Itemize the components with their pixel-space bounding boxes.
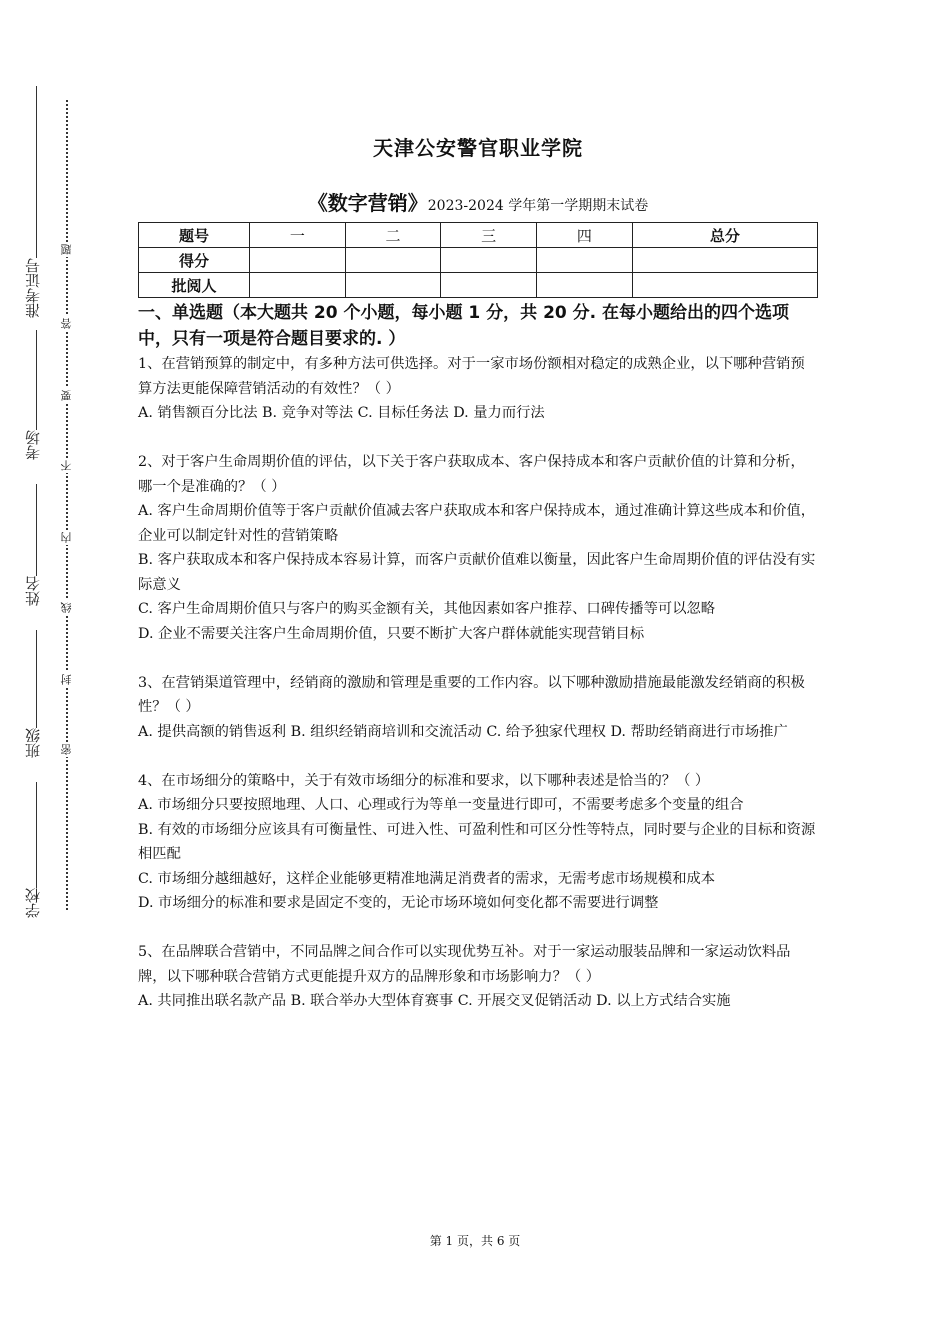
score-table-row — [139, 273, 818, 298]
question-option: A. 客户生命周期价值等于客户贡献价值减去客户获取成本和客户保持成本，通过准确计算这些成本和价值，企业可以制定针对性的营销策略 — [138, 503, 816, 544]
question-option: B. 客户获取成本和客户保持成本容易计算，而客户贡献价值难以衡量，因此客户生命周期价值的评估没有实际意义 — [138, 552, 816, 593]
seal-char: 答 — [60, 318, 73, 329]
score-cell — [632, 273, 817, 298]
page-footer: 第 1 页，共 6 页 — [429, 1234, 521, 1248]
question-option: C. 客户生命周期价值只与客户的购买金额有关，其他因素如客户推荐、口碑传播等可以忽略 — [138, 601, 716, 617]
seal-line — [66, 100, 68, 910]
seal-char: 线 — [60, 602, 73, 613]
score-cell — [250, 248, 346, 273]
seal-char: 不 — [60, 460, 73, 471]
question — [138, 769, 818, 916]
score-row-label: 批阅人 — [139, 273, 250, 298]
exam-room-label: 考场 — [24, 430, 42, 460]
field-line — [36, 86, 37, 258]
field-line — [36, 782, 37, 888]
question-stem: 4、在市场细分的策略中，关于有效市场细分的标准和要求，以下哪种表述是恰当的？（ ） — [138, 772, 710, 789]
field-line — [36, 630, 37, 728]
score-table-header: 题号 — [139, 223, 250, 248]
score-table-header: 三 — [441, 223, 537, 248]
score-cell — [345, 248, 441, 273]
score-table-header: 二 — [345, 223, 441, 248]
seal-char: 题 — [60, 244, 73, 255]
question-option: C. 市场细分越细越好，这样企业能够更精准地满足消费者的需求，无需考虑市场规模和成本 — [138, 870, 716, 887]
exam-subtitle — [138, 187, 818, 216]
question-stem: 1、在营销预算的制定中，有多种方法可供选择。对于一家市场份额相对稳定的成熟企业，以下哪种营销预算方法更能保障营销活动的有效性？（ ） — [138, 356, 805, 397]
seal-char: 要 — [60, 390, 73, 401]
question — [138, 671, 818, 745]
question — [138, 940, 818, 1014]
question-stem: 3、在营销渠道管理中，经销商的激励和管理是重要的工作内容。以下哪种激励措施最能激发经销商的积极性？（ ） — [138, 674, 805, 715]
question-option: D. 企业不需要关注客户生命周期价值，只要不断扩大客户群体就能实现营销目标 — [138, 625, 645, 642]
score-table-header: 四 — [537, 223, 633, 248]
exam-number-label: 准考证号 — [24, 258, 42, 318]
seal-char: 封 — [60, 674, 73, 685]
question-stem: 2、对于客户生命周期价值的评估，以下关于客户获取成本、客户保持成本和客户贡献价值的计算和分析，哪一个是准确的？（ ） — [138, 454, 805, 495]
score-cell — [632, 248, 817, 273]
section-heading: 一、单选题（本大题共 20 个小题，每小题 1 分，共 20 分. 在每小题给出的四个选项中，只有一项是符合题目要求的. ） — [138, 303, 790, 349]
field-line — [36, 330, 37, 430]
term-label: 2023-2024 学年第一学期期末试卷 — [427, 198, 649, 214]
score-cell — [537, 248, 633, 273]
score-cell — [250, 273, 346, 298]
question-option: A. 市场细分只要按照地理、人口、心理或行为等单一变量进行即可，不需要考虑多个变量的组合 — [138, 797, 744, 813]
score-cell — [537, 273, 633, 298]
score-cell — [441, 273, 537, 298]
class-label: 班级 — [24, 728, 42, 758]
score-cell — [345, 273, 441, 298]
question-option: D. 市场细分的标准和要求是固定不变的，无论市场环境如何变化都不需要进行调整 — [138, 895, 659, 911]
question-option: A. 销售额百分比法 B. 竞争对等法 C. 目标任务法 D. 量力而行法 — [138, 405, 545, 421]
exam-content — [138, 128, 818, 1014]
course-title: 《数字营销》 — [307, 191, 428, 215]
score-table — [138, 222, 818, 298]
question-option: B. 有效的市场细分应该具有可衡量性、可进入性、可盈利性和可区分性等特点，同时要与企业的目标和资源相匹配 — [138, 821, 816, 862]
score-row-label: 得分 — [139, 248, 250, 273]
question — [138, 450, 818, 646]
field-line — [36, 484, 37, 576]
score-table-header: 总分 — [632, 223, 817, 248]
school-title: 天津公安警官职业学院 — [373, 136, 583, 160]
name-label: 姓名 — [24, 576, 42, 606]
question-stem: 5、在品牌联合营销中，不同品牌之间合作可以实现优势互补。对于一家运动服装品牌和一家运动饮料品牌，以下哪种联合营销方式更能提升双方的品牌形象和市场影响力？（ ） — [138, 944, 791, 985]
question-option: A. 共同推出联名款产品 B. 联合举办大型体育赛事 C. 开展交叉促销活动 D. 以上方式结合实施 — [138, 993, 731, 1009]
seal-char: 内 — [60, 532, 73, 543]
school-label: 学校 — [24, 888, 42, 918]
binding-margin — [0, 0, 90, 1344]
score-table-row — [139, 248, 818, 273]
score-table-header-row — [139, 223, 818, 248]
score-cell — [441, 248, 537, 273]
seal-char: 密 — [60, 744, 73, 755]
score-table-header: 一 — [250, 223, 346, 248]
question — [138, 352, 818, 426]
question-option: A. 提供高额的销售返利 B. 组织经销商培训和交流活动 C. 给予独家代理权 D. 帮助经销商进行市场推广 — [138, 723, 788, 740]
